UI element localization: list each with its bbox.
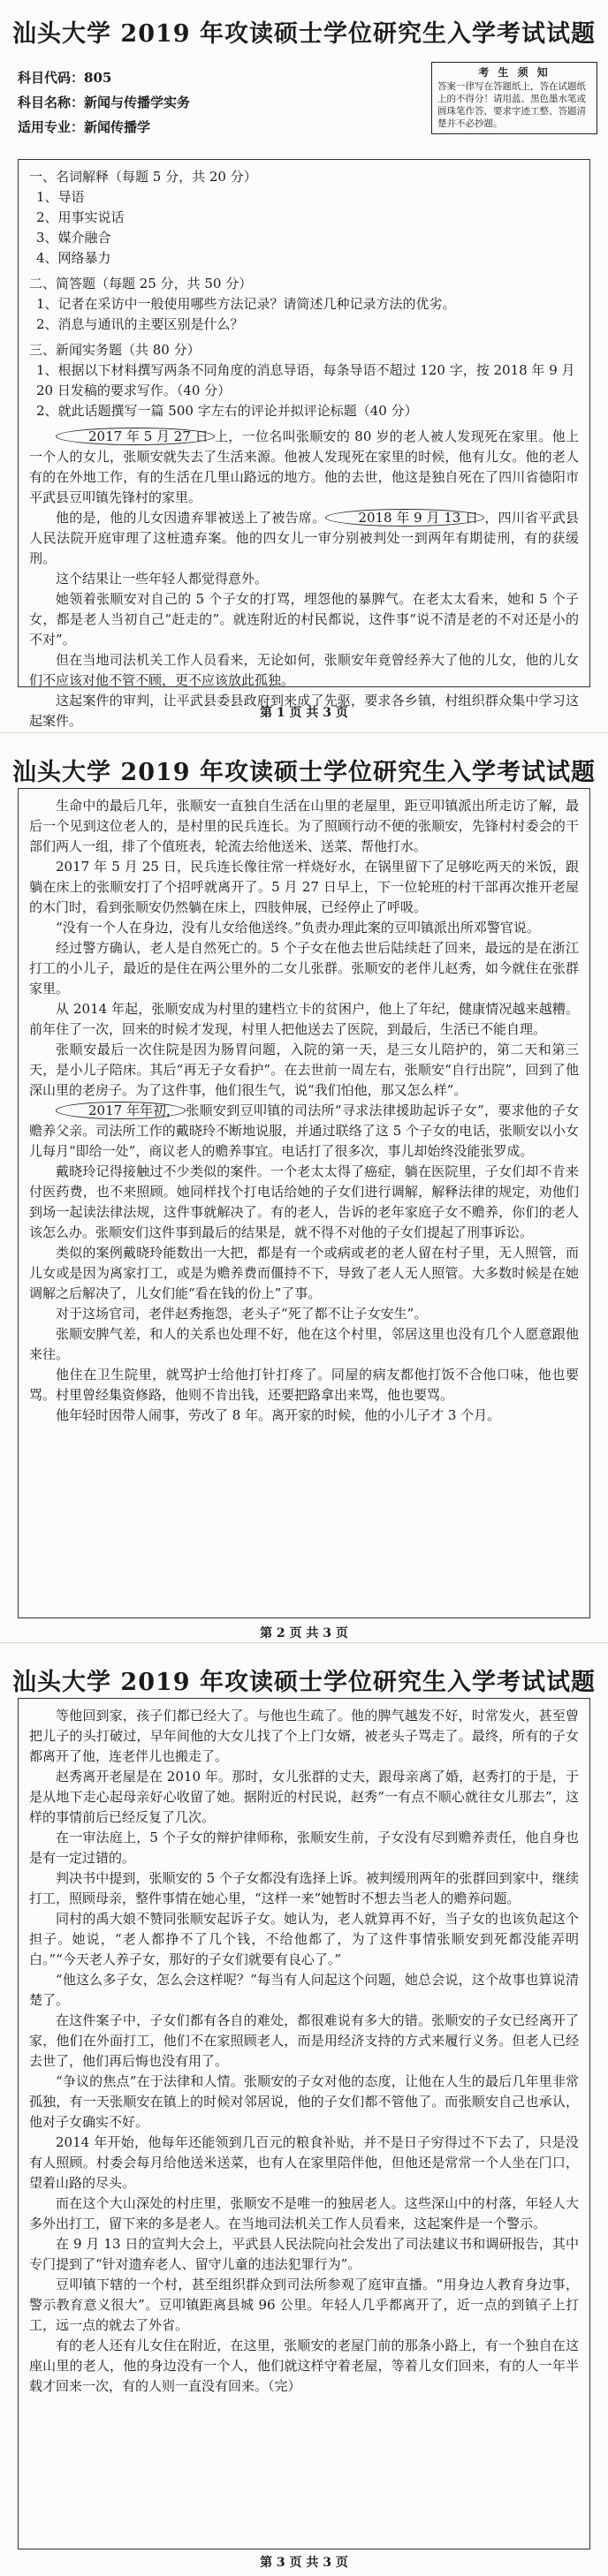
exam-title: 汕头大学 2019 年攻读硕士学位研究生入学考试试题 [12,759,596,786]
section-3 [29,340,579,421]
material-paragraph: 同村的禹大娘不赞同张顺安起诉子女。她认为，老人就算再不好，当子女的也该负起这个担子。她说，“老人都挣不了几个钱，不给他都了，为了这件事情张顺安到死都没能弄明白。”“今天老人养子女，那好的子女们就要有良心了。” [29,1911,579,1967]
notice-title: 考 生 须 知 [478,66,551,79]
page-footer: 第 1 页 共 3 页 [260,706,348,720]
material-paragraph: “他这么多子女，怎么会这样呢？”每当有人问起这个问题，她总会说，这个故事也算说清楚了。 [29,1972,579,2008]
subject-code-label: 科目代码： [18,70,85,86]
material-paragraph: 她领着张顺安对自己的 5 个子女的打骂，埋怨他的暴脾气。在老太太看来，她和 5 个子女，都是老人当初自己“赶走的”。就连附近的村民都说，这件事“说不清是老的不对还是小的不对”。 [29,591,579,648]
notice-text: 答案一律写在答题纸上，答在试题纸上的不得分！请用蓝、黑色墨水笔或圆珠笔作答，要求字迹工整、答题清楚并不必抄题。 [437,81,586,129]
material-paragraph: 豆叩镇下辖的一个村，甚至组织群众到司法所参观了庭审直播。“用身边人教育身边事，警示教育意义很大”。豆叩镇距离县城 96 公里。年轻人几乎都离开了，近一点的到镇子上打工，远一点的就去了外省。 [29,2277,579,2333]
section-2 [29,274,579,335]
material-paragraph: 在这件案子中，子女们都有各自的难处，都很难说有多大的错。张顺安的子女已经离开了家，他们在外面打工，他们不在家照顾老人，而是用经济支持的方式来履行义务。但老人已经去世了，他们再后悔也没有用了。 [29,2012,579,2069]
material-paragraph: 从 2014 年起，张顺安成为村里的建档立卡的贫困户，他上了年纪，健康情况越来越糟。前年住了一次，回来的时候才发现，村里人把他送去了医院，到最后，生活已不能自理。 [29,1001,579,1037]
page-footer: 第 3 页 共 3 页 [260,2556,348,2570]
section-title: 二、简答题（每题 25 分，共 50 分） [29,276,253,292]
exam-meta [18,65,190,140]
material-paragraph: 张顺安最后一次住院是因为肠胃问题，入院的第一天，是三女儿陪护的，第二天和第三天，是小儿子陪床。其后“再无子女看护”。在去世前一周左右，张顺安“自行出院”，回到了他深山里的老房子。为了这件事，他们很生气，说“我们怕他，那又怎么样”。 [29,1042,579,1098]
material-box [18,1698,590,2549]
material-paragraph: 他住在卫生院里，就骂护士给他打针打疼了。同屋的病友都他打饭不合他口味，他也要骂。村里曾经集资修路，他则不肯出钱，还要把路拿出来骂，他也要骂。 [29,1367,579,1403]
material-paragraph: 2014 年开始，他每年还能领到几百元的粮食补贴，并不是日子穷得过不下去了，只是没有人照顾。村委会每月给他送米送菜，也有人在家里陪伴他，但他还是常常一个人坐在门口，望着山路的尽头。 [29,2134,579,2191]
material-paragraph: 2017 年年初， 张顺安到豆叩镇的司法所“寻求法律援助起诉子女”，要求他的子女赡养父亲。司法所工作的戴晓玲不断地说服，并通过联络了这 5 个子女的电话，张顺安以小女儿每月“即给一处”，商议老人的赡养事宜。电话打了很多次，事儿却始终没能张罗成。 [29,1102,579,1159]
major: 新闻传播学 [84,119,151,135]
question-item: 1、根据以下材料撰写两条不同角度的消息导语，每条导语不超过 120 字，按 2018 年 9 月 20 日发稿的要求写作。（40 分） [36,362,575,398]
material-box [18,788,590,1618]
material-paragraph: 2017 年 5 月 27 日 上，一位名叫张顺安的 80 岁的老人被人发现死在家里。他上一个人的女儿，张顺安就失去了生活来源。他被人发现死在家里的时候，他有儿女。他的老人有的在外地工作，有的生活在几里山路远的地方。他的去世，他这是独自死在了四川省德阳市平武县豆叩镇先锋村的家里。 [29,428,579,505]
section-title: 三、新闻实务题（共 80 分） [29,342,201,358]
material-paragraph: 戴晓玲记得接触过不少类似的案件。一个老太太得了癌症，躺在医院里，子女们却不肯来付医药费，也不来照顾。她同样找个打电话给她的子女们进行调解，解释法律的规定，劝他们到场一起读法律法规，这件事就解决了。有的老人，告诉的老年家庭子女不赡养，你们的老人该怎么办。张顺安们这件事到最后的结果是，就不得不对他的子女们提起了刑事诉讼。 [29,1163,579,1240]
material-paragraph: 判决书中提到，张顺安的 5 个子女都没有选择上诉。被判缓刑两年的张群回到家中，继续打工，照顾母亲，整件事情在她心里，“这样一来”她暂时不想去当老人的赡养问题。 [29,1870,579,1906]
exam-page-3 [0,1643,608,2576]
major-label: 适用专业： [18,119,85,135]
exam-page-2 [0,733,608,1643]
material-paragraph: 在一审法庭上，5 个子女的辩护律师称，张顺安生前，子女没有尽到赡养责任，他自身也是有一定过错的。 [29,1830,579,1866]
exam-page-1 [0,0,608,733]
material-paragraph: “争议的焦点”在于法律和人情。张顺安的子女对他的态度，让他在人生的最后几年里非常孤独，有一天张顺安在镇上的时候对邻居说，他的子女们都不管他了。而张顺安自己也承认，他对子女确实不好。 [29,2073,579,2130]
material-paragraph: 张顺安脾气差，和人的关系也处理不好，他在这个村里，邻居这里也没有几个人愿意跟他来往。 [29,1326,579,1362]
material-paragraph: 2017 年 5 月 25 日，民兵连长像往常一样烧好水，在锅里留下了足够吃两天的米饭，跟躺在床上的张顺安打了个招呼就离开了。5 月 27 日早上，下一位轮班的村干部再次推开老屋的木门时，看到张顺安仍然躺在床上，四肢伸展，已经停止了呼吸。 [29,859,579,915]
question-item: 3、媒介融合 [36,230,111,246]
question-item: 4、网络暴力 [36,250,111,266]
subject-name: 新闻与传播学实务 [84,95,191,110]
material-paragraph: 他的是，他的儿女因遗弃罪被送上了被告席。 2018 年 9 月 13 日 ，四川省平武县人民法院开庭审理了这桩遗弃案。他的四女儿一审分别被判处一到两年有期徒刑，有的获缓刑。 [29,510,579,566]
material-paragraph: 在 9 月 13 日的宣判大会上，平武县人民法院向社会发出了司法建议书和调研报告，其中专门提到了“针对遗弃老人、留守儿童的违法犯罪行为”。 [29,2236,579,2272]
material-paragraph: 类似的案例戴晓玲能数出一大把，都是有一个或病或老的老人留在村子里，无人照管，而儿女或是因为离家打工，或是为赡养费而僵持不下，导致了老人无人照管。大多数时候是在她调解之后解决了，儿女们能“看在钱的份上”了事。 [29,1245,579,1301]
handwritten-circle-mark: 2017 年年初， [56,1102,186,1119]
question-item: 1、记者在采访中一般使用哪些方法记录？请简述几种记录方法的优劣。 [36,296,456,312]
material-paragraph: 他年轻时因带人闹事，劳改了 8 年。离开家的时候，他的小儿子才 3 个月。 [56,1407,501,1423]
handwritten-circle-mark: 2017 年 5 月 27 日 [56,428,215,445]
subject-name-label: 科目名称： [18,95,85,110]
exam-title: 汕头大学 2019 年攻读硕士学位研究生入学考试试题 [12,1669,596,1696]
candidate-notice [431,62,597,134]
material-paragraph: 但在当地司法机关工作人员看来，无论如何，张顺安年竟曾经养大了他的儿女，他的儿女们不应该对他不管不顾，更不应该放此孤独。 [29,652,579,688]
material-paragraph: “没有一个人在身边，没有儿女给他送终。”负责办理此案的豆叩镇派出所邓警官说。 [56,920,540,936]
material-paragraph: 而在这个大山深处的村庄里，张顺安不是唯一的独居老人。这些深山中的村落，年轻人大多外出打工，留下来的多是老人。在当地司法机关工作人员看来，这起案件是一个警示。 [29,2195,579,2231]
page-footer: 第 2 页 共 3 页 [260,1626,348,1640]
material-paragraph: 对于这场官司，老伴赵秀拖怨，老头子“死了都不让子女安生”。 [56,1306,428,1322]
section-title: 一、名词解释（每题 5 分，共 20 分） [29,169,257,185]
material-paragraph: 生命中的最后几年，张顺安一直独自生活在山里的老屋里，距豆叩镇派出所走访了解，最后一个见到这位老人的，是村里的民兵连长。为了照顾行动不便的张顺安，先锋村村委会的干部们两人一组，排了个值班表，轮流去给他送米、送菜、帮他打水。 [29,798,579,854]
handwritten-circle-mark: 2018 年 9 月 13 日 [325,509,484,527]
question-item: 2、用事实说话 [36,209,125,225]
question-item: 2、消息与通讯的主要区别是什么？ [36,316,244,332]
material-paragraph: 这起案件的审判，让平武县委县政府到来成了先驱，要求各乡镇，村组织群众集中学习这起案件。 [29,693,579,729]
exam-title: 汕头大学 2019 年攻读硕士学位研究生入学考试试题 [12,20,596,48]
question-item: 1、导语 [36,189,85,205]
subject-code: 805 [84,70,112,86]
material-paragraph: 有的老人还有儿女住在附近，在这里，张顺安的老屋门前的那条小路上，有一个独自在这座山里的老人，他的身边没有一个人，他们就这样守着老屋，等着儿女们回来，有的人一年半载才回来一次，有的人则一直没有回来。（完） [29,2337,579,2394]
material-paragraph: 经过警方确认，老人是自然死亡的。5 个子女在他去世后陆续赶了回来，最远的是在浙江打工的小儿子，最近的是住在两公里外的二女儿张群。张顺安的老伴儿赵秀，如今就住在张群家里。 [29,940,579,996]
material-paragraph: 等他回到家，孩子们都已经大了。与他也生疏了。他的脾气越发不好，时常发火，甚至曾把儿子的头打破过，早年间他的大女儿找了个上门女婿，被老头子骂走了。最终，所有的子女都离开了他，连老伴儿也搬走了。 [29,1708,579,1764]
material-paragraph: 这个结果让一些年轻人都觉得意外。 [56,571,269,587]
question-item: 2、就此话题撰写一篇 500 字左右的评论并拟评论标题（40 分） [36,403,418,419]
material-paragraph: 赵秀离开老屋是在 2010 年。那时，女儿张群的丈夫，跟母亲离了婚，赵秀打的于是，于是从地下走心起母亲好心收留了她。据附近的村民说，赵秀“一有点不顺心就往女儿那去”，这样的事情前后已经反复了几次。 [29,1769,579,1825]
section-1 [29,167,579,269]
